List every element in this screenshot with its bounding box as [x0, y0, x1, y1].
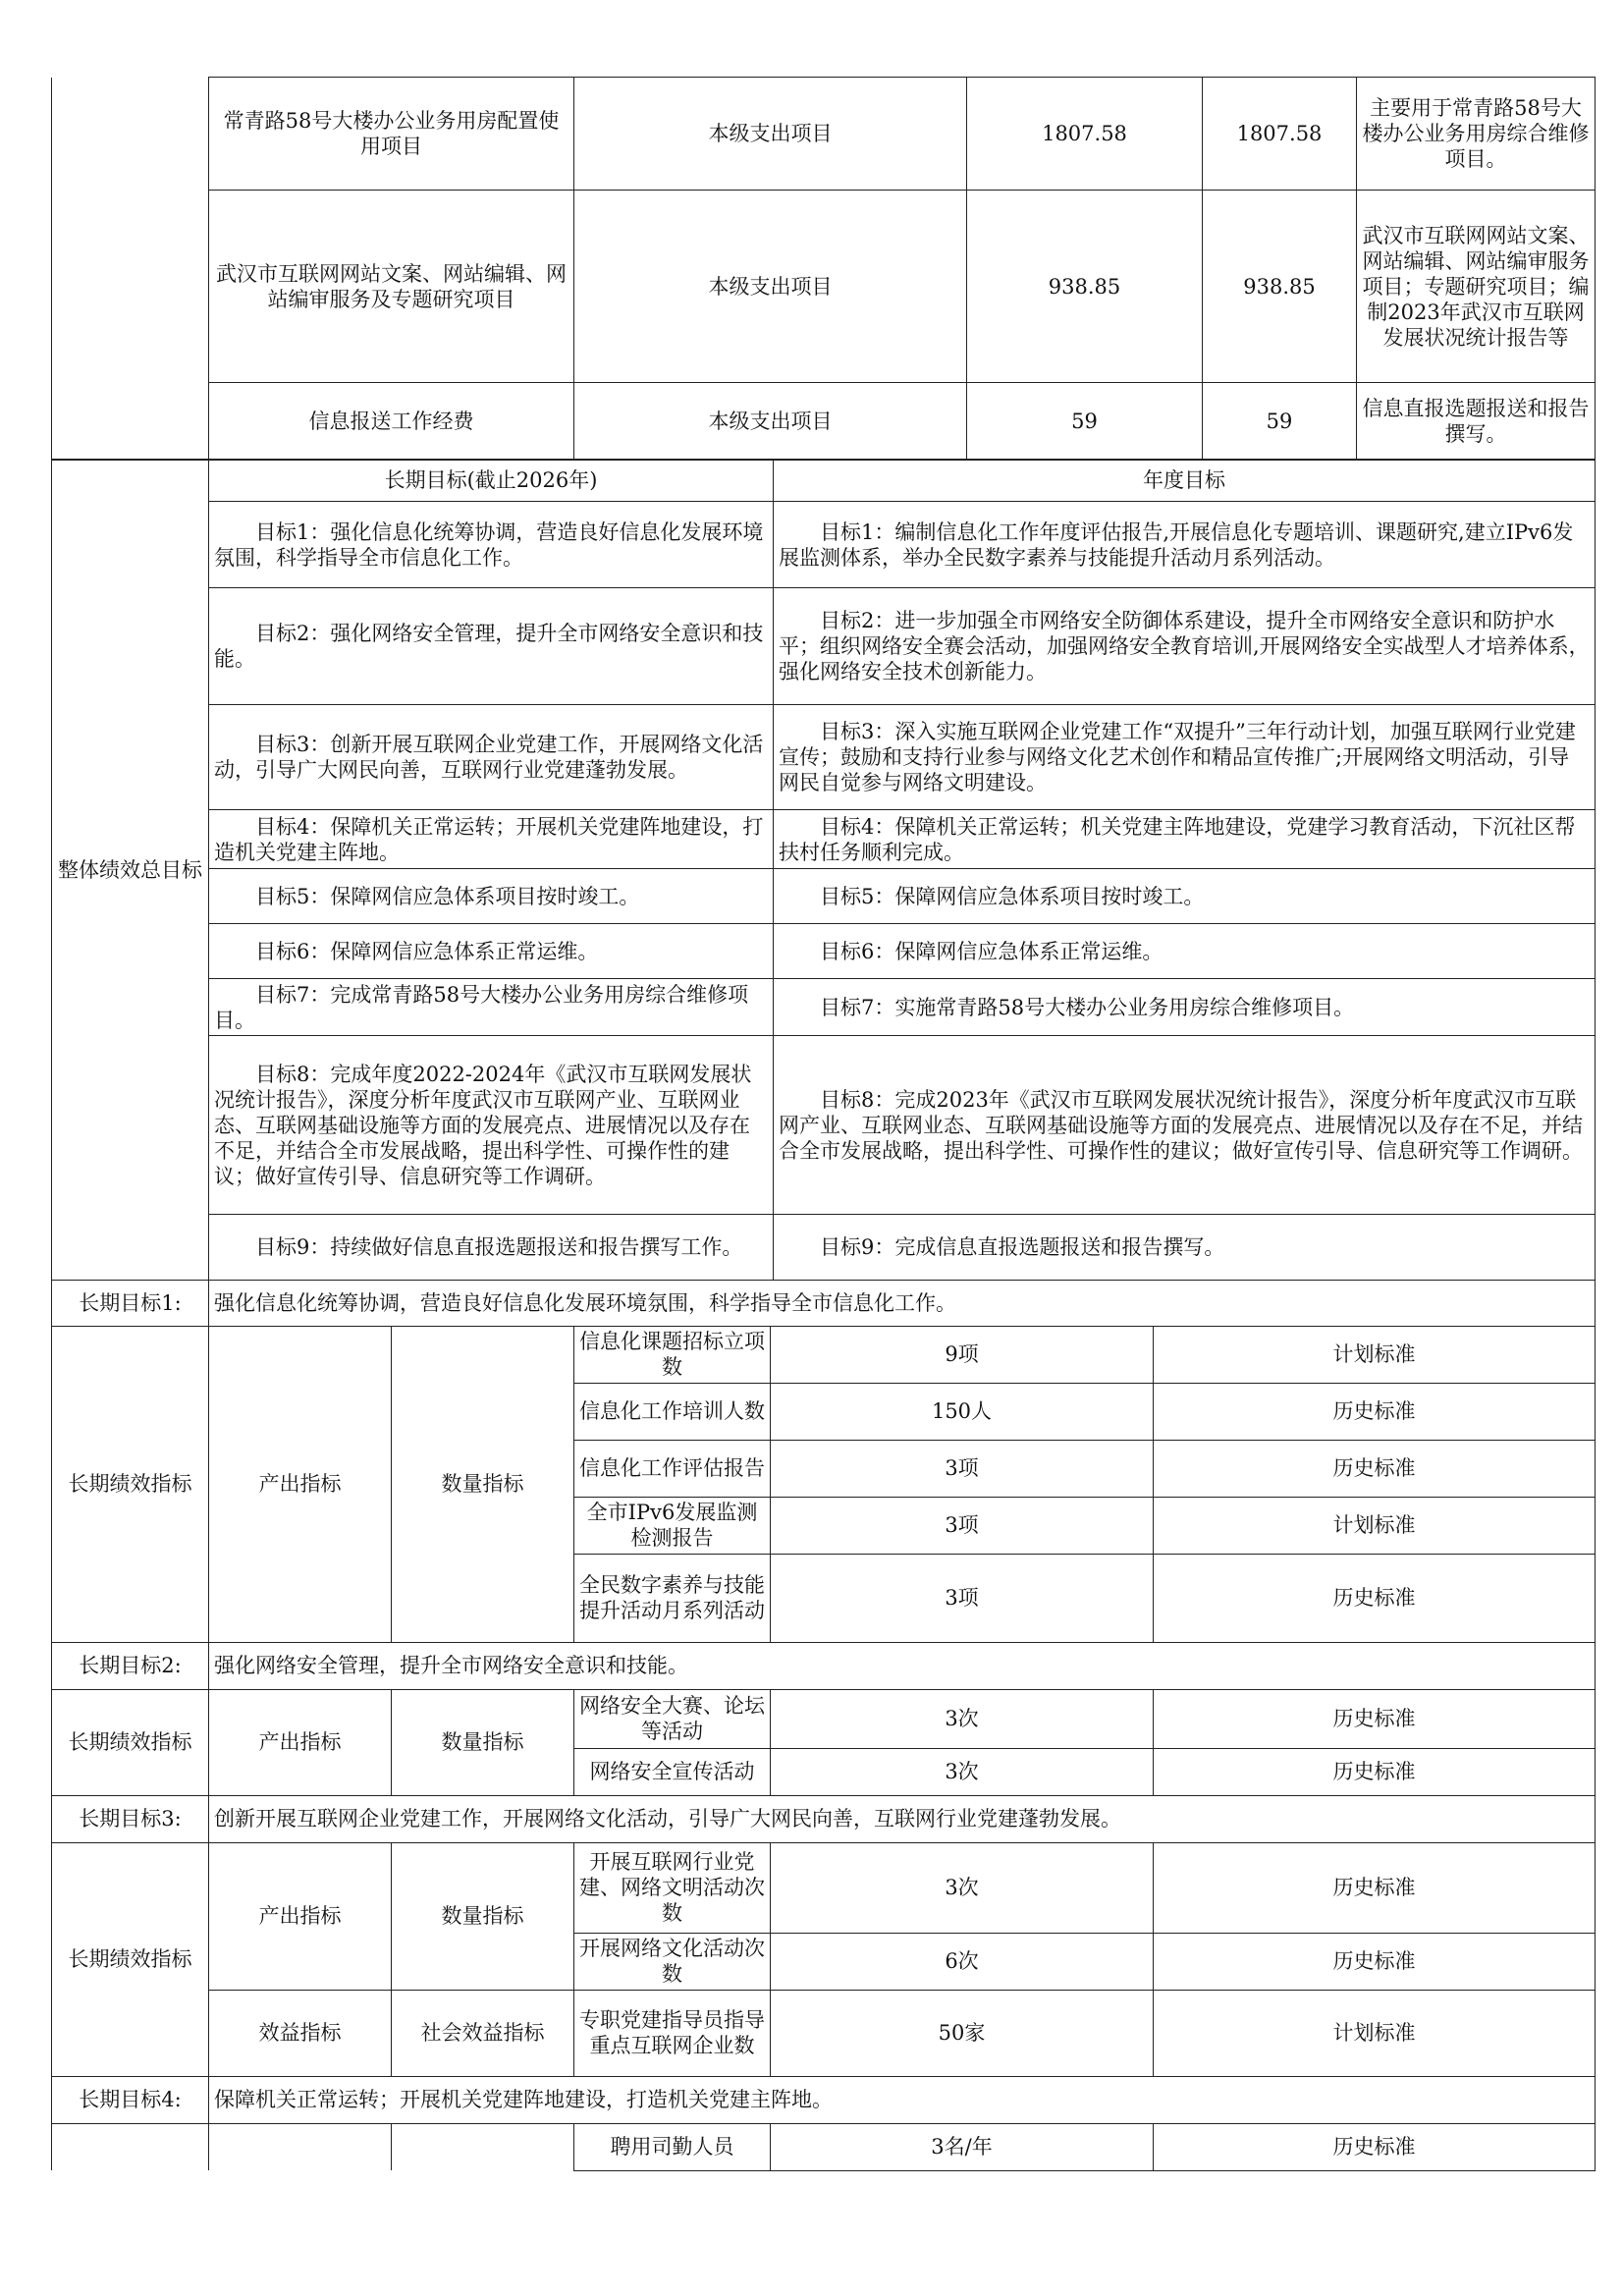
output-indicator-label: 产出指标 — [209, 1842, 392, 1990]
indicator-name: 开展网络文化活动次数 — [574, 1933, 771, 1990]
table-row — [52, 383, 1596, 461]
indicator-name: 信息化课题招标立项数 — [574, 1326, 771, 1383]
table-row — [52, 1990, 1596, 2076]
goals-section-label: 整体绩效总目标 — [52, 460, 209, 1281]
long-term-goal-text: 强化网络安全管理，提升全市网络安全意识和技能。 — [209, 1642, 1596, 1689]
annual-goal: 目标2：进一步加强全市网络安全防御体系建设，提升全市网络安全意识和防护水平；组织网络安全赛会活动，加强网络安全教育培训,开展网络安全实战型人才培养体系，强化网络安全技术创新能力。 — [774, 588, 1596, 705]
table-row — [52, 191, 1596, 383]
annual-goal: 目标4：保障机关正常运转；机关党建主阵地建设，党建学习教育活动，下沉社区帮扶村任务顺利完成。 — [774, 810, 1596, 869]
project-amount: 59 — [967, 383, 1203, 461]
indicator-standard: 计划标准 — [1154, 1990, 1596, 2076]
long-term-goal: 目标7：完成常青路58号大楼办公业务用房综合维修项目。 — [209, 979, 774, 1036]
project-amount-2: 1807.58 — [1203, 78, 1357, 191]
project-amount-2: 59 — [1203, 383, 1357, 461]
indicator-value: 3项 — [771, 1497, 1154, 1554]
long-term-goal: 目标6：保障网信应急体系正常运维。 — [209, 924, 774, 979]
table-row — [52, 1689, 1596, 1748]
annual-goal: 目标5：保障网信应急体系项目按时竣工。 — [774, 869, 1596, 924]
project-desc: 武汉市互联网网站文案、网站编辑、网站编审服务项目；专题研究项目；编制2023年武汉市互联网发展状况统计报告等 — [1357, 191, 1596, 383]
indicator-standard: 历史标准 — [1154, 1748, 1596, 1795]
long-term-goal: 目标8：完成年度2022-2024年《武汉市互联网发展状况统计报告》，深度分析年度武汉市互联网产业、互联网业态、互联网基础设施等方面的发展亮点、进展情况以及存在不足，并结合全市发展战略，提出科学性、可操作性的建议；做好宣传引导、信息研究等工作调研。 — [209, 1036, 774, 1215]
indicator-value: 150人 — [771, 1383, 1154, 1440]
table-row — [52, 1036, 1596, 1215]
table-row — [52, 1215, 1596, 1281]
long-term-goal: 目标5：保障网信应急体系项目按时竣工。 — [209, 869, 774, 924]
blank-cell — [52, 2123, 209, 2170]
indicator-label: 长期绩效指标 — [52, 1689, 209, 1795]
indicator-value: 3项 — [771, 1440, 1154, 1497]
long-term-goal-label: 长期目标4: — [52, 2076, 209, 2123]
annual-goal: 目标9：完成信息直报选题报送和报告撰写。 — [774, 1215, 1596, 1281]
project-amount-2: 938.85 — [1203, 191, 1357, 383]
project-amount: 1807.58 — [967, 78, 1203, 191]
indicator-standard: 历史标准 — [1154, 1842, 1596, 1933]
indicator-name: 全市IPv6发展监测检测报告 — [574, 1497, 771, 1554]
long-term-goal-text: 保障机关正常运转；开展机关党建阵地建设，打造机关党建主阵地。 — [209, 2076, 1596, 2123]
project-name: 常青路58号大楼办公业务用房配置使用项目 — [209, 78, 574, 191]
table-row — [52, 2123, 1596, 2170]
quantity-indicator-label: 数量指标 — [392, 1689, 574, 1795]
quantity-indicator-label: 数量指标 — [392, 1842, 574, 1990]
indicator-value: 50家 — [771, 1990, 1154, 2076]
long-term-goal: 目标9：持续做好信息直报选题报送和报告撰写工作。 — [209, 1215, 774, 1281]
long-term-goal-label: 长期目标2: — [52, 1642, 209, 1689]
table-row — [52, 78, 1596, 191]
project-type: 本级支出项目 — [574, 383, 967, 461]
annual-goal: 目标1：编制信息化工作年度评估报告,开展信息化专题培训、课题研究,建立IPv6发展监测体系，举办全民数字素养与技能提升活动月系列活动。 — [774, 502, 1596, 588]
indicator-name: 聘用司勤人员 — [574, 2123, 771, 2170]
indicator-standard: 历史标准 — [1154, 1933, 1596, 1990]
table-row — [52, 460, 1596, 502]
long-term-goal-label: 长期目标1: — [52, 1280, 209, 1326]
project-name: 信息报送工作经费 — [209, 383, 574, 461]
goals-table — [51, 459, 1596, 1281]
indicator-name: 开展互联网行业党建、网络文明活动次数 — [574, 1842, 771, 1933]
indicator-standard: 历史标准 — [1154, 2123, 1596, 2170]
blank-cell — [209, 2123, 392, 2170]
quantity-indicator-label: 数量指标 — [392, 1326, 574, 1642]
annual-goal: 目标6：保障网信应急体系正常运维。 — [774, 924, 1596, 979]
long-term-goal: 目标3：创新开展互联网企业党建工作，开展网络文化活动，引导广大网民向善，互联网行业党建蓬勃发展。 — [209, 705, 774, 810]
budget-performance-sheet — [51, 77, 1595, 2171]
social-benefit-label: 社会效益指标 — [392, 1990, 574, 2076]
project-name: 武汉市互联网网站文案、网站编辑、网站编审服务及专题研究项目 — [209, 191, 574, 383]
indicator-value: 3次 — [771, 1748, 1154, 1795]
table-row — [52, 1842, 1596, 1933]
long-term-header: 长期目标(截止2026年) — [209, 460, 774, 502]
blank-cell — [392, 2123, 574, 2170]
indicator-name: 专职党建指导员指导重点互联网企业数 — [574, 1990, 771, 2076]
table-row — [52, 979, 1596, 1036]
table-row — [52, 1326, 1596, 1383]
long-term-goal-text: 创新开展互联网企业党建工作，开展网络文化活动，引导广大网民向善，互联网行业党建蓬勃发展。 — [209, 1795, 1596, 1842]
indicator-name: 网络安全大赛、论坛等活动 — [574, 1689, 771, 1748]
table-row — [52, 588, 1596, 705]
indicator-name: 信息化工作培训人数 — [574, 1383, 771, 1440]
indicator-standard: 计划标准 — [1154, 1326, 1596, 1383]
indicator-standard: 计划标准 — [1154, 1497, 1596, 1554]
indicator-value: 3项 — [771, 1554, 1154, 1642]
table-row — [52, 869, 1596, 924]
table-row — [52, 2076, 1596, 2123]
indicator-name: 信息化工作评估报告 — [574, 1440, 771, 1497]
output-indicator-label: 产出指标 — [209, 1689, 392, 1795]
long-term-goal-label: 长期目标3: — [52, 1795, 209, 1842]
project-type: 本级支出项目 — [574, 78, 967, 191]
project-amount: 938.85 — [967, 191, 1203, 383]
indicators-table — [51, 1280, 1596, 2171]
annual-goal: 目标7：实施常青路58号大楼办公业务用房综合维修项目。 — [774, 979, 1596, 1036]
indicator-value: 9项 — [771, 1326, 1154, 1383]
long-term-goal: 目标1：强化信息化统筹协调，营造良好信息化发展环境氛围，科学指导全市信息化工作。 — [209, 502, 774, 588]
annual-goal: 目标8：完成2023年《武汉市互联网发展状况统计报告》，深度分析年度武汉市互联网产业、互联网业态、互联网基础设施等方面的发展亮点、进展情况以及存在不足，并结合全市发展战略，提出科学性、可操作性的建议；做好宣传引导、信息研究等工作调研。 — [774, 1036, 1596, 1215]
indicator-name: 网络安全宣传活动 — [574, 1748, 771, 1795]
output-indicator-label: 产出指标 — [209, 1326, 392, 1642]
blank-label-cell — [52, 78, 209, 461]
table-row — [52, 1795, 1596, 1842]
indicator-standard: 历史标准 — [1154, 1554, 1596, 1642]
project-table — [51, 77, 1596, 461]
indicator-name: 全民数字素养与技能提升活动月系列活动 — [574, 1554, 771, 1642]
indicator-standard: 历史标准 — [1154, 1440, 1596, 1497]
table-row — [52, 705, 1596, 810]
project-type: 本级支出项目 — [574, 191, 967, 383]
indicator-standard: 历史标准 — [1154, 1689, 1596, 1748]
annual-header: 年度目标 — [774, 460, 1596, 502]
long-term-goal-text: 强化信息化统筹协调，营造良好信息化发展环境氛围，科学指导全市信息化工作。 — [209, 1280, 1596, 1326]
long-term-goal: 目标4：保障机关正常运转；开展机关党建阵地建设，打造机关党建主阵地。 — [209, 810, 774, 869]
table-row — [52, 810, 1596, 869]
project-desc: 信息直报选题报送和报告撰写。 — [1357, 383, 1596, 461]
indicator-label: 长期绩效指标 — [52, 1326, 209, 1642]
indicator-label: 长期绩效指标 — [52, 1842, 209, 2076]
table-row — [52, 924, 1596, 979]
indicator-value: 3次 — [771, 1689, 1154, 1748]
table-row — [52, 1280, 1596, 1326]
indicator-standard: 历史标准 — [1154, 1383, 1596, 1440]
indicator-value: 6次 — [771, 1933, 1154, 1990]
long-term-goal: 目标2：强化网络安全管理，提升全市网络安全意识和技能。 — [209, 588, 774, 705]
indicator-value: 3次 — [771, 1842, 1154, 1933]
table-row — [52, 1642, 1596, 1689]
project-desc: 主要用于常青路58号大楼办公业务用房综合维修项目。 — [1357, 78, 1596, 191]
indicator-value: 3名/年 — [771, 2123, 1154, 2170]
benefit-indicator-label: 效益指标 — [209, 1990, 392, 2076]
table-row — [52, 502, 1596, 588]
annual-goal: 目标3：深入实施互联网企业党建工作“双提升”三年行动计划，加强互联网行业党建宣传；鼓励和支持行业参与网络文化艺术创作和精品宣传推广;开展网络文明活动，引导网民自觉参与网络文明建设。 — [774, 705, 1596, 810]
